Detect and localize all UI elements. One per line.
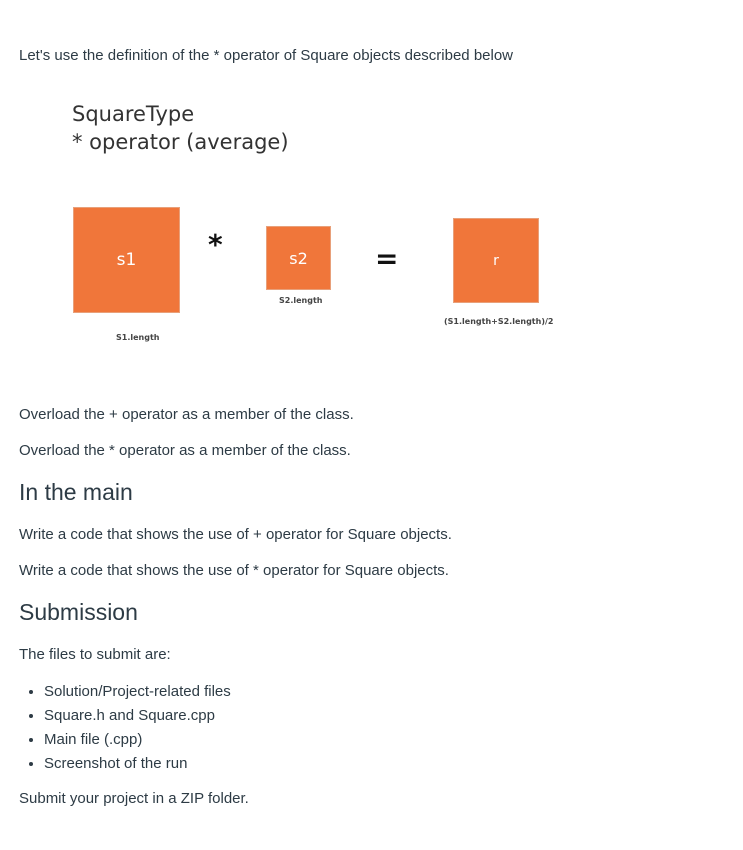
square-s1-caption: S1.length <box>116 333 160 342</box>
list-item: • Screenshot of the run <box>44 752 231 776</box>
square-s1-label: s1 <box>116 250 137 270</box>
list-item: • Solution/Project-related files <box>44 680 231 704</box>
square-result <box>453 218 539 303</box>
square-s2 <box>266 226 331 290</box>
square-s2-label: s2 <box>289 248 308 268</box>
main-plus-text: Write a code that shows the use of + operator for Square objects. <box>19 526 452 543</box>
list-item: • Main file (.cpp) <box>44 728 231 752</box>
main-multiply-text: Write a code that shows the use of * operator for Square objects. <box>19 562 449 579</box>
diagram-title-line1: SquareType <box>72 102 195 126</box>
square-s1 <box>73 207 180 313</box>
equals-operator: = <box>375 242 399 275</box>
multiply-operator: * <box>208 228 223 261</box>
list-item: • Square.h and Square.cpp <box>44 704 231 728</box>
files-list <box>19 680 231 776</box>
closing-text: Submit your project in a ZIP folder. <box>19 790 249 807</box>
overload-plus-text: Overload the + operator as a member of the class. <box>19 406 354 423</box>
files-intro-text: The files to submit are: <box>19 646 171 663</box>
square-s2-caption: S2.length <box>279 296 323 305</box>
submission-heading: Submission <box>19 599 138 625</box>
diagram-title-line2: * operator (average) <box>72 130 289 154</box>
overload-multiply-text: Overload the * operator as a member of the class. <box>19 442 351 459</box>
square-result-caption: (S1.length+S2.length)/2 <box>444 317 554 326</box>
square-result-label: r <box>493 252 499 269</box>
main-heading: In the main <box>19 479 133 505</box>
intro-text: Let's use the definition of the * operator of Square objects described below <box>19 47 514 64</box>
